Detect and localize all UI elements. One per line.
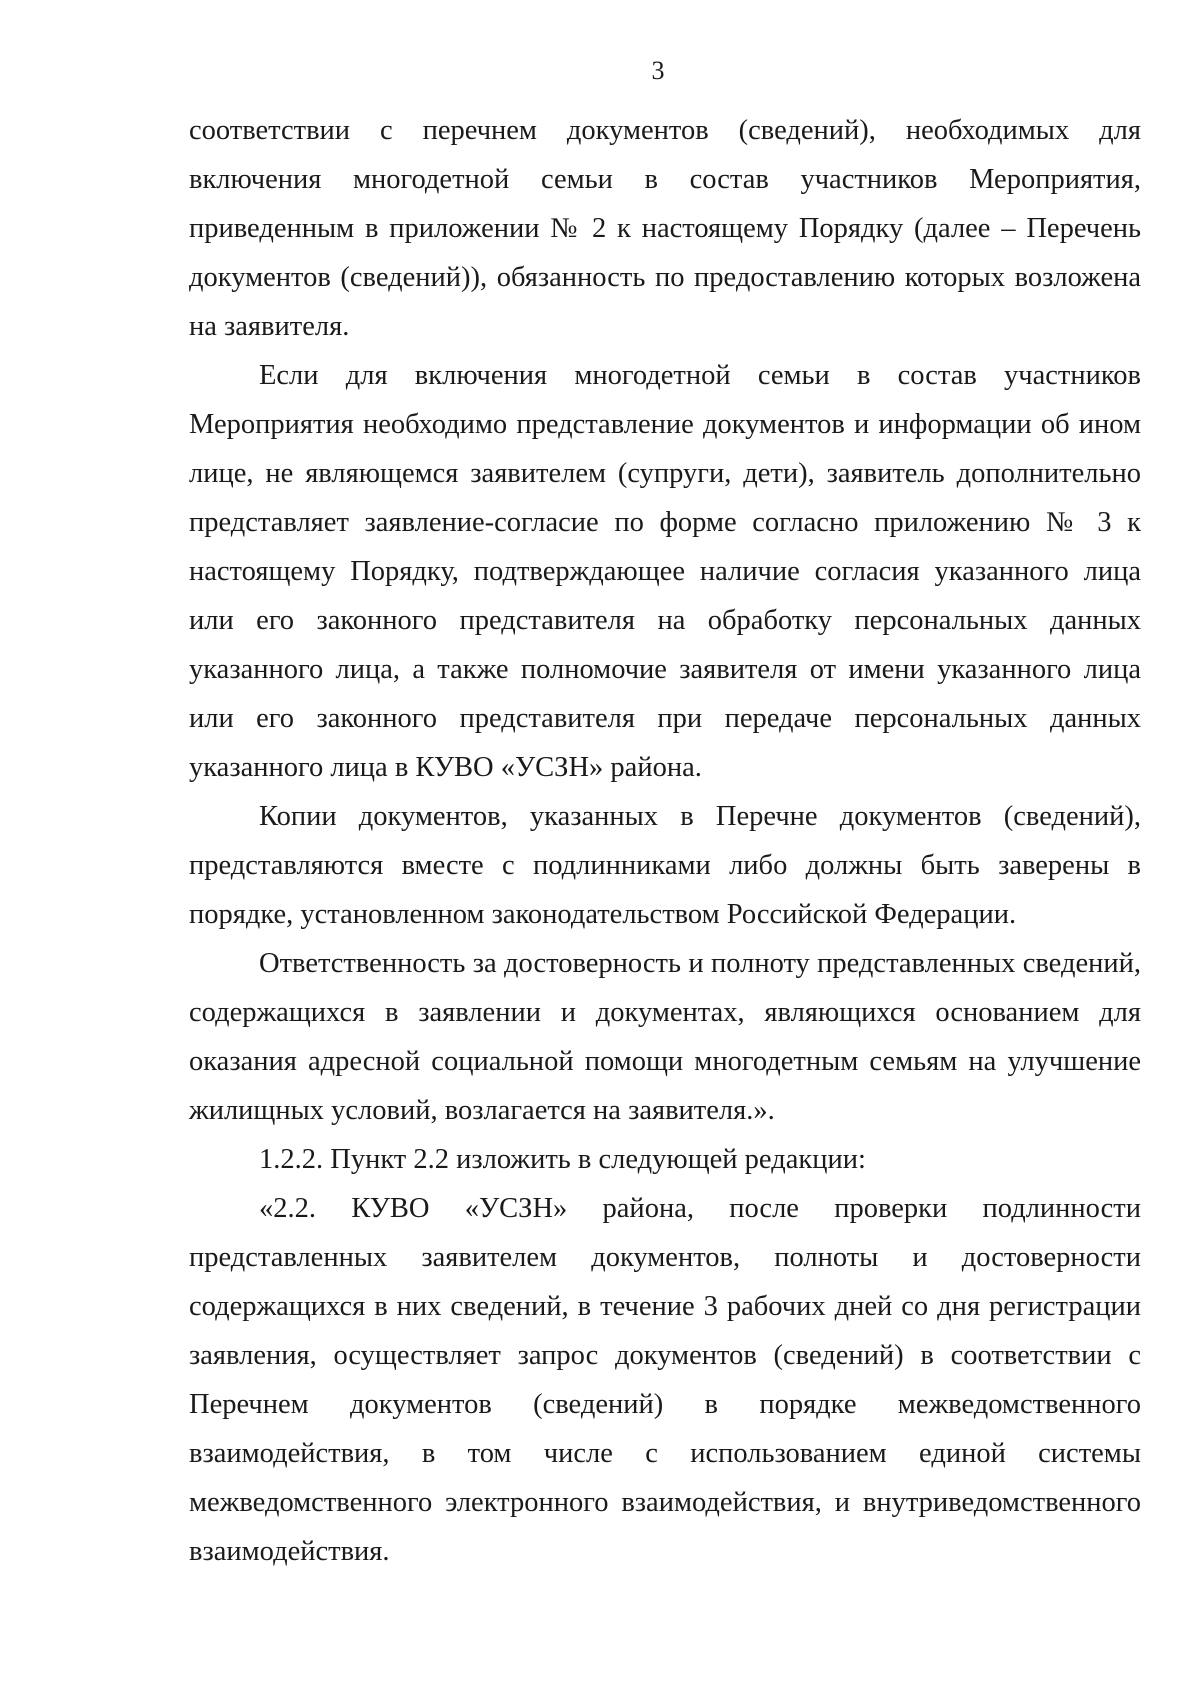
paragraph-5: 1.2.2. Пункт 2.2 изложить в следующей редакции: — [259, 1144, 866, 1175]
paragraph-1: соответствии с перечнем документов (сведений), необходимых для включения многодетной семьи в состав участников Мероприятия, приведенным в приложении № 2 к настоящему Порядку (далее – Перечень документов (сведений)), обязанность по предоставлению которых возложена на заявителя. — [189, 115, 1141, 342]
paragraph-4: Ответственность за достоверность и полноту представленных сведений, содержащихся в заявлении и документах, являющихся основанием для оказания адресной социальной помощи многодетным семьям на улучшение жилищных условий, возлагается на заявителя.». — [189, 948, 1141, 1126]
page-number: 3 — [651, 56, 665, 85]
document-body — [189, 106, 1141, 1576]
paragraph-2: Если для включения многодетной семьи в состав участников Мероприятия необходимо представление документов и информации об ином лице, не являющемся заявителем (супруги, дети), заявитель дополнительно представляет заявление-согласие по форме согласно приложению № 3 к настоящему Порядку, подтверждающее наличие согласия указанного лица или его законного представителя на обработку персональных данных указанного лица, а также полномочие заявителя от имени указанного лица или его законного представителя при передаче персональных данных указанного лица в КУВО «УСЗН» района. — [189, 360, 1141, 783]
paragraph-6: «2.2. КУВО «УСЗН» района, после проверки подлинности представленных заявителем документов, полноты и достоверности содержащихся в них сведений, в течение 3 рабочих дней со дня регистрации заявления, осуществляет запрос документов (сведений) в соответствии с Перечнем документов (сведений) в порядке межведомственного взаимодействия, в том числе с использованием единой системы межведомственного электронного взаимодействия, и внутриведомственного взаимодействия. — [189, 1193, 1141, 1567]
paragraph-3: Копии документов, указанных в Перечне документов (сведений), представляются вместе с подлинниками либо должны быть заверены в порядке, установленном законодательством Российской Федерации. — [189, 801, 1141, 930]
